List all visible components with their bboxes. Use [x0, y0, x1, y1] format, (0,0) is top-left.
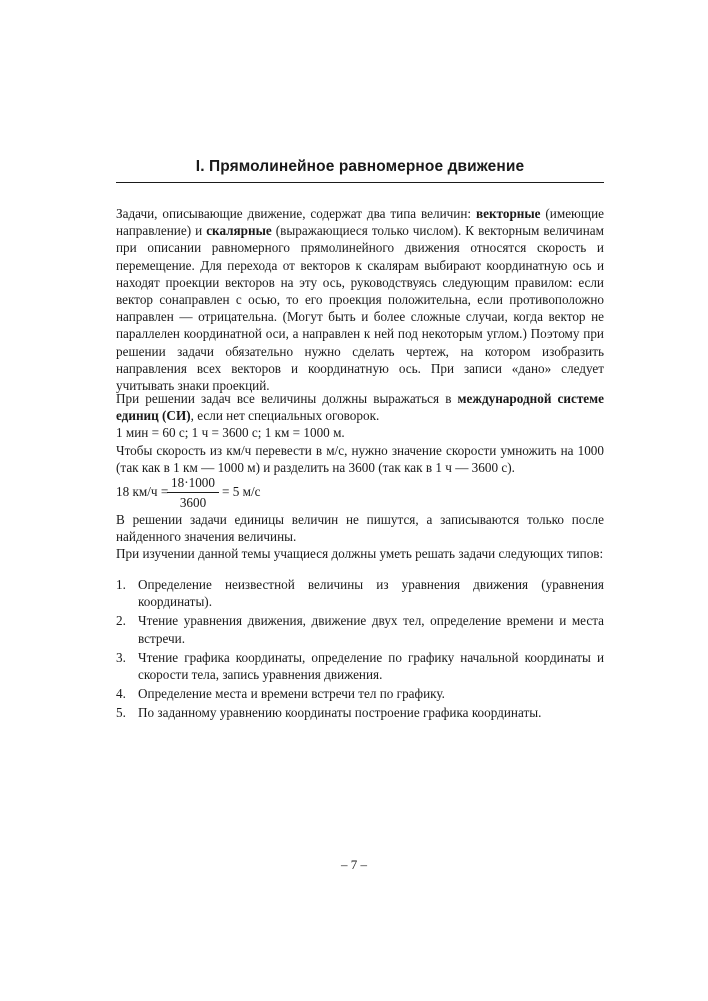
conversion-formula: [116, 474, 416, 514]
term-vector: векторные: [475, 206, 541, 221]
heading-underline: [116, 182, 604, 183]
intro-text-c: (имеющие направление) и: [116, 206, 604, 239]
intro-paragraph: [116, 205, 604, 394]
term-si: международной системе единиц (СИ): [116, 391, 604, 424]
list-item-number: 2.: [116, 613, 126, 629]
list-item: [116, 576, 604, 610]
task-types-list: [116, 576, 604, 724]
formula-numerator: 18·1000: [171, 475, 215, 490]
list-item-number: 5.: [116, 705, 126, 721]
list-item: [116, 685, 604, 702]
list-item-text: Чтение уравнения движения, движение двух тел, определение времени и места встречи.: [138, 613, 604, 646]
intro-text-e: (выражающиеся только числом). К векторным величинам при описании равномерного прямолинейного движения относятся скорость и перемещение. Для перехода от векторов к скалярам выбирают координатную ось и находят проекции векторов на эту ось, руководствуясь следующим правилом: если вектор сонаправлен с осью, то его проекция положительна, если противоположно направлен — отрицательна. (Могут быть и более сложные случаи, когда вектор не параллелен координатной оси, а направлен к ней под некоторым углом.) Поэтому при решении задачи обязательно нужно сделать чертеж, на котором изобразить направления всех векторов и координатную ось. При записи «дано» следует учитывать знаки проекций.: [116, 223, 604, 394]
list-item-number: 4.: [116, 686, 126, 702]
intro-text: [116, 205, 604, 394]
si-section: [116, 390, 604, 476]
list-item-text: По заданному уравнению координаты построение графика координаты.: [138, 705, 542, 721]
si-paragraph: [116, 390, 604, 424]
formula-fraction: [167, 474, 219, 511]
list-item-number: 1.: [116, 577, 126, 592]
list-item-number: 3.: [116, 649, 126, 665]
units-line: 1 мин = 60 с; 1 ч = 3600 с; 1 км = 1000 м.: [116, 425, 345, 441]
conversion-paragraph: Чтобы скорость из км/ч перевести в м/с, нужно значение скорости умножить на 1000 (так как в 1 км — 1000 м) и разделить на 3600 (так как в 1 ч — 3600 с).: [116, 442, 604, 475]
list-item: [116, 704, 604, 721]
formula-rhs: = 5 м/с: [222, 484, 261, 499]
list-item: [116, 612, 604, 646]
si-text-c: , если нет специальных оговорок.: [190, 408, 380, 424]
task-types-intro: При изучении данной темы учащиеся должны уметь решать задачи следующих типов:: [116, 546, 604, 562]
list-item-text: Чтение графика координаты, определение по графику начальной координаты и скорости тела, запись уравнения движения.: [138, 649, 604, 683]
si-text-a: При решении задач все величины должны выражаться в: [116, 391, 458, 406]
list-item-text: Определение места и времени встречи тел по графику.: [138, 686, 445, 702]
units-note-paragraph: В решении задачи единицы величин не пишутся, а записываются только после найденного значения величины.: [116, 512, 604, 545]
formula-denominator: 3600: [179, 495, 207, 510]
list-item: [116, 649, 604, 683]
term-scalar: скалярные: [206, 223, 272, 239]
fraction-bar: [167, 492, 219, 493]
page-number: – 7 –: [341, 857, 367, 872]
after-formula-text: [116, 511, 604, 563]
formula-lhs: 18 км/ч =: [116, 484, 169, 499]
intro-text-a: Задачи, описывающие движение, содержат два типа величин:: [116, 206, 476, 221]
list-item-text: Определение неизвестной величины из уравнения движения (уравнения координаты).: [138, 577, 604, 610]
section-heading: I. Прямолинейное равномерное движение: [195, 158, 525, 175]
